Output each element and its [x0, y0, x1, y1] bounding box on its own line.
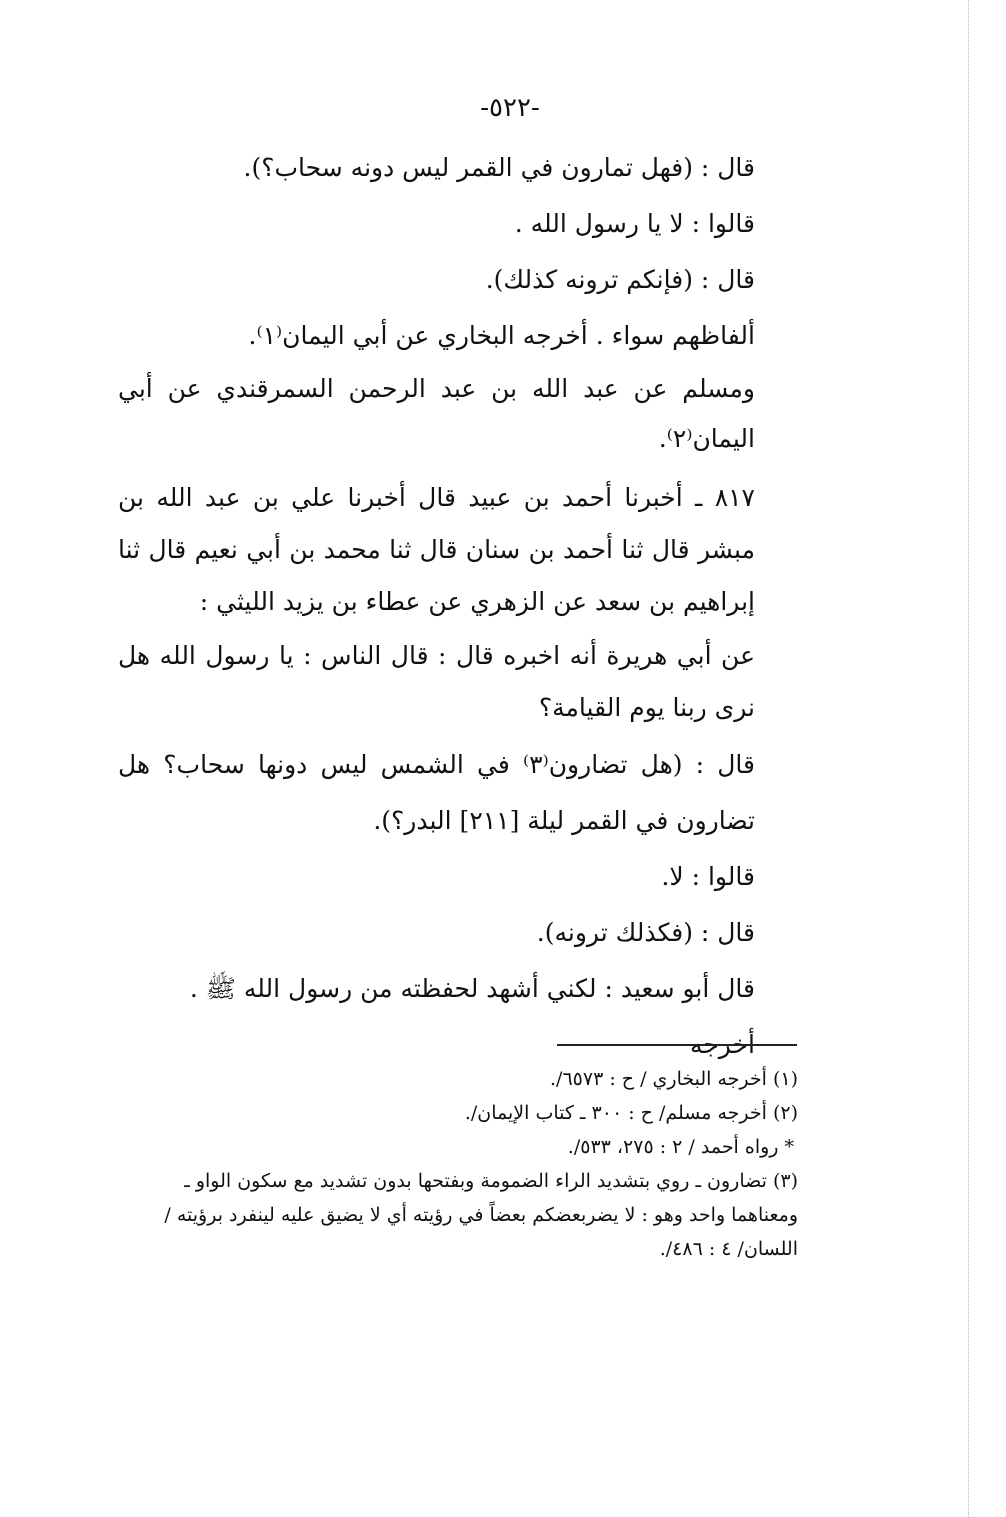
main-text-block-1	[118, 140, 813, 464]
main-text-block-3	[118, 630, 813, 734]
paragraph-11: قال أبو سعيد : لكني أشهد لحفظته من رسول الله ﷺ . أخرجه	[189, 974, 755, 1059]
footnote-2: (٢) أخرجه مسلم/ ح : ٣٠٠ ـ كتاب الإيمان/.	[464, 1102, 798, 1124]
paragraph-4: ألفاظهم سواء . أخرجه البخاري عن أبي اليمان⁽١⁾.	[248, 321, 755, 350]
paragraph-1: قال : (فهل تمارون في القمر ليس دونه سحاب؟).	[243, 153, 755, 182]
page-edge-line	[968, 0, 969, 1517]
paragraph-9: قالوا : لا.	[661, 862, 755, 891]
paragraph-2: قالوا : لا يا رسول الله .	[514, 209, 755, 238]
paragraph-10: قال : (فكذلك ترونه).	[536, 918, 755, 947]
hadith-817-isnad: ٨١٧ ـ أخبرنا أحمد بن عبيد قال أخبرنا علي بن عبد الله بن مبشر قال ثنا أحمد بن سنان قال ثنا محمد بن أبي نعيم قال ثنا إبراهيم بن سعد عن الزهري عن عطاء بن يزيد الليثي :	[118, 483, 755, 616]
footnote-note: * رواه أحمد / ٢ : ٢٧٥، ٥٣٣/.	[567, 1136, 794, 1158]
footnotes	[118, 1062, 798, 1266]
footnote-3: (٣) تضارون ـ روي بتشديد الراء الضمومة وبفتحها بدون تشديد مع سكون الواو ـ ومعناهما واحد وهو : لا يضربعضكم بعضاً في رؤيته أي لا يضيق عليه لينفرد برؤيته / اللسان/ ٤ : ٤٨٦/.	[164, 1170, 798, 1260]
paragraph-8: قال : (هل تضارون⁽٣⁾ في الشمس ليس دونها سحاب؟ هل تضارون في القمر ليلة [٢١١] البدر؟).	[118, 750, 756, 835]
footnote-separator	[557, 1044, 797, 1046]
main-text-block-4	[118, 737, 813, 1073]
paragraph-7: عن أبي هريرة أنه اخبره قال : قال الناس : يا رسول الله هل نرى ربنا يوم القيامة؟	[118, 641, 755, 722]
footnote-1: (١) أخرجه البخاري / ح : ٦٥٧٣/.	[550, 1068, 798, 1090]
page-number: -٥٢٢-	[480, 93, 540, 123]
paragraph-5: ومسلم عن عبد الله بن عبد الرحمن السمرقندي عن أبي اليمان⁽٢⁾.	[118, 374, 755, 453]
main-text-block-2	[118, 472, 813, 628]
paragraph-3: قال : (فإنكم ترونه كذلك).	[485, 265, 755, 294]
